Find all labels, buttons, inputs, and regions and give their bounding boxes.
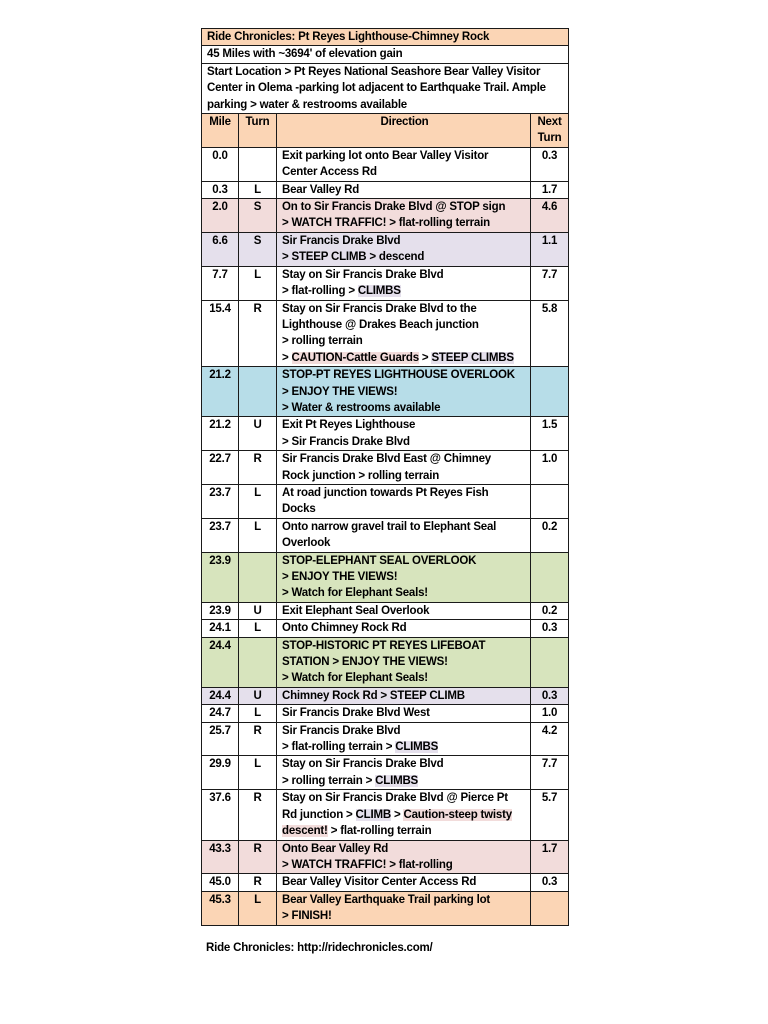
cue-direction-line <box>282 585 527 601</box>
cue-mile: 43.3 <box>202 840 239 874</box>
direction-text: > <box>390 808 404 821</box>
cue-direction-line <box>282 199 527 215</box>
direction-text: > flat-rolling > <box>282 285 358 298</box>
cue-turn: L <box>239 181 277 198</box>
cue-direction-line <box>282 723 527 739</box>
cue-direction <box>277 756 531 790</box>
cue-next-turn <box>531 484 569 518</box>
direction-text: > WATCH TRAFFIC! > flat-rolling <box>282 858 453 871</box>
cue-direction-line <box>282 553 527 569</box>
cue-mile: 45.0 <box>202 874 239 891</box>
cue-row <box>202 484 569 518</box>
cue-next-turn: 1.0 <box>531 705 569 722</box>
cue-mile: 23.9 <box>202 552 239 602</box>
cue-direction-line <box>282 705 527 721</box>
column-header-next-turn-line: Turn <box>537 132 562 145</box>
footer-credit: Ride Chronicles: http://ridechronicles.com/ <box>206 942 433 954</box>
direction-text: Stay on Sir Francis Drake Blvd <box>282 268 444 281</box>
cue-direction-line <box>282 790 527 806</box>
cue-direction <box>277 367 531 417</box>
direction-text: STOP-ELEPHANT SEAL OVERLOOK <box>282 554 477 567</box>
direction-text: > FINISH! <box>282 910 332 923</box>
cue-row <box>202 552 569 602</box>
cue-direction-line <box>282 333 527 349</box>
cue-next-turn <box>531 367 569 417</box>
direction-text: Sir Francis Drake Blvd West <box>282 707 430 720</box>
direction-text: Exit Elephant Seal Overlook <box>282 604 430 617</box>
cue-direction-line <box>282 233 527 249</box>
cue-row <box>202 722 569 756</box>
cue-mile: 37.6 <box>202 790 239 840</box>
cue-next-turn: 1.7 <box>531 840 569 874</box>
cue-direction <box>277 417 531 451</box>
highlighted-text: CLIMBS <box>395 741 439 754</box>
cue-next-turn: 1.7 <box>531 181 569 198</box>
cue-direction-line <box>282 367 527 383</box>
cue-next-turn: 0.3 <box>531 874 569 891</box>
cue-direction-line <box>282 400 527 416</box>
column-header-mile: Mile <box>202 114 239 148</box>
cue-mile: 21.2 <box>202 367 239 417</box>
column-header-row <box>202 114 569 148</box>
cue-direction-line <box>282 434 527 450</box>
highlighted-text: CAUTION-Cattle Guards <box>291 351 419 364</box>
cue-row <box>202 300 569 367</box>
start-location-row <box>202 63 569 113</box>
cue-turn: R <box>239 722 277 756</box>
cue-next-turn: 5.7 <box>531 790 569 840</box>
cue-mile: 6.6 <box>202 232 239 266</box>
cue-direction-line <box>282 807 527 823</box>
cue-direction-line <box>282 384 527 400</box>
cue-mile: 21.2 <box>202 417 239 451</box>
cue-direction-line <box>282 654 527 670</box>
cue-direction <box>277 518 531 552</box>
cue-mile: 29.9 <box>202 756 239 790</box>
direction-text: STATION > ENJOY THE VIEWS! <box>282 656 448 669</box>
direction-text: Bear Valley Visitor Center Access Rd <box>282 876 477 889</box>
direction-text: > ENJOY THE VIEWS! <box>282 385 398 398</box>
cue-direction-line <box>282 350 527 366</box>
cue-turn: L <box>239 266 277 300</box>
highlighted-text: CLIMBS <box>357 285 401 298</box>
direction-text: Sir Francis Drake Blvd East @ Chimney <box>282 453 491 466</box>
cue-next-turn: 0.3 <box>531 687 569 704</box>
cue-direction-line <box>282 908 527 924</box>
cue-mile: 24.4 <box>202 637 239 687</box>
cue-turn: R <box>239 300 277 367</box>
column-header-next-turn-line: Next <box>537 116 562 129</box>
highlighted-text: CLIMBS <box>375 774 419 787</box>
direction-text: STOP-HISTORIC PT REYES LIFEBOAT <box>282 639 486 652</box>
cue-mile: 23.7 <box>202 484 239 518</box>
cue-direction-line <box>282 638 527 654</box>
cue-turn: U <box>239 687 277 704</box>
cue-next-turn: 4.6 <box>531 199 569 233</box>
direction-text: Center Access Rd <box>282 166 377 179</box>
cue-sheet <box>201 28 568 926</box>
direction-text: > ENJOY THE VIEWS! <box>282 571 398 583</box>
direction-text: Sir Francis Drake Blvd <box>282 724 401 737</box>
direction-text: Bear Valley Earthquake Trail parking lot <box>282 893 491 906</box>
direction-text: > rolling terrain > <box>282 774 376 787</box>
cue-direction <box>277 790 531 840</box>
summary-row <box>202 46 569 63</box>
cue-direction <box>277 602 531 619</box>
cue-next-turn: 0.3 <box>531 147 569 181</box>
cue-mile: 24.4 <box>202 687 239 704</box>
direction-text: Stay on Sir Francis Drake Blvd @ Pierce Pt <box>282 792 508 805</box>
cue-direction-line <box>282 857 527 873</box>
cue-next-turn: 1.5 <box>531 417 569 451</box>
cue-turn: L <box>239 705 277 722</box>
cue-table <box>201 28 569 926</box>
cue-direction-line <box>282 688 527 704</box>
cue-next-turn: 7.7 <box>531 756 569 790</box>
cue-next-turn <box>531 891 569 925</box>
direction-text: Bear Valley Rd <box>282 183 360 196</box>
start-location-line: Start Location > Pt Reyes National Seashore Bear Valley Visitor <box>207 65 541 78</box>
cue-turn: L <box>239 518 277 552</box>
cue-direction-line <box>282 823 527 839</box>
direction-text: > STEEP CLIMB > descend <box>282 251 425 264</box>
direction-text: > WATCH TRAFFIC! > flat-rolling terrain <box>282 217 490 230</box>
cue-direction <box>277 451 531 485</box>
cue-row <box>202 705 569 722</box>
cue-direction <box>277 199 531 233</box>
cue-direction-line <box>282 485 527 501</box>
cue-turn: R <box>239 451 277 485</box>
cue-direction <box>277 484 531 518</box>
cue-direction-line <box>282 874 527 890</box>
cue-direction-line <box>282 417 527 433</box>
cue-direction <box>277 722 531 756</box>
cue-turn: R <box>239 840 277 874</box>
cue-row <box>202 518 569 552</box>
cue-row <box>202 181 569 198</box>
cue-row <box>202 790 569 840</box>
cue-row <box>202 891 569 925</box>
cue-row <box>202 756 569 790</box>
cue-direction-line <box>282 215 527 231</box>
cue-turn: R <box>239 790 277 840</box>
cue-direction-line <box>282 670 527 686</box>
direction-text: Stay on Sir Francis Drake Blvd <box>282 758 444 771</box>
direction-text: Onto narrow gravel trail to Elephant Seal <box>282 520 497 533</box>
direction-text: > Watch for Elephant Seals! <box>282 587 428 600</box>
cue-row <box>202 367 569 417</box>
cue-turn: L <box>239 891 277 925</box>
cue-direction-line <box>282 535 527 551</box>
cue-next-turn <box>531 637 569 687</box>
cue-mile: 2.0 <box>202 199 239 233</box>
direction-text: Rock junction > rolling terrain <box>282 469 440 482</box>
cue-direction-line <box>282 773 527 789</box>
cue-turn: L <box>239 620 277 637</box>
cue-direction-line <box>282 148 527 164</box>
direction-text: > Watch for Elephant Seals! <box>282 672 428 685</box>
cue-mile: 23.9 <box>202 602 239 619</box>
cue-direction <box>277 232 531 266</box>
cue-direction-line <box>282 756 527 772</box>
cue-turn <box>239 552 277 602</box>
cue-mile: 23.7 <box>202 518 239 552</box>
cue-turn: L <box>239 756 277 790</box>
cue-turn: U <box>239 417 277 451</box>
cue-direction-line <box>282 451 527 467</box>
cue-row <box>202 874 569 891</box>
direction-text: > <box>418 351 432 364</box>
cue-direction-line <box>282 841 527 857</box>
cue-turn <box>239 367 277 417</box>
direction-text: > flat-rolling terrain > <box>282 741 396 754</box>
cue-row <box>202 266 569 300</box>
cue-direction <box>277 620 531 637</box>
ride-summary: 45 Miles with ~3694' of elevation gain <box>202 46 569 63</box>
title-row <box>202 29 569 46</box>
start-location-line: parking > water & restrooms available <box>207 98 408 111</box>
cue-mile: 45.3 <box>202 891 239 925</box>
cue-next-turn: 4.2 <box>531 722 569 756</box>
cue-row <box>202 687 569 704</box>
direction-text: Exit Pt Reyes Lighthouse <box>282 419 416 432</box>
cue-turn: R <box>239 874 277 891</box>
cue-direction-line <box>282 603 527 619</box>
cue-next-turn: 0.2 <box>531 602 569 619</box>
cue-next-turn <box>531 552 569 602</box>
cue-turn: L <box>239 484 277 518</box>
direction-text: > flat-rolling terrain <box>327 825 432 838</box>
cue-row <box>202 147 569 181</box>
highlighted-text: Caution-steep twisty <box>403 808 512 821</box>
cue-direction-line <box>282 301 527 317</box>
direction-text: Onto Chimney Rock Rd <box>282 622 407 635</box>
column-header-direction: Direction <box>277 114 531 148</box>
cue-turn <box>239 147 277 181</box>
cue-direction <box>277 147 531 181</box>
cue-direction-line <box>282 468 527 484</box>
cue-next-turn: 5.8 <box>531 300 569 367</box>
cue-direction-line <box>282 283 527 299</box>
cue-direction-line <box>282 892 527 908</box>
direction-text: > rolling terrain <box>282 335 363 348</box>
column-header-next-turn <box>531 114 569 148</box>
direction-text: > <box>282 351 292 364</box>
direction-text: Rd junction > <box>282 808 356 821</box>
direction-text: Chimney Rock Rd > STEEP CLIMB <box>282 689 465 702</box>
column-header-turn: Turn <box>239 114 277 148</box>
cue-row <box>202 199 569 233</box>
cue-turn: S <box>239 199 277 233</box>
cue-mile: 0.0 <box>202 147 239 181</box>
cue-mile: 24.1 <box>202 620 239 637</box>
direction-text: Stay on Sir Francis Drake Blvd to the <box>282 302 477 315</box>
direction-text: Overlook <box>282 537 331 550</box>
cue-row <box>202 417 569 451</box>
direction-text: Onto Bear Valley Rd <box>282 842 389 855</box>
cue-mile: 22.7 <box>202 451 239 485</box>
direction-text: > Water & restrooms available <box>282 401 441 414</box>
direction-text: Docks <box>282 503 316 516</box>
highlighted-text: STEEP CLIMBS <box>431 351 514 364</box>
cue-mile: 7.7 <box>202 266 239 300</box>
cue-row <box>202 620 569 637</box>
direction-text: At road junction towards Pt Reyes Fish <box>282 486 489 499</box>
cue-direction <box>277 637 531 687</box>
highlighted-text: CLIMB <box>355 808 391 821</box>
cue-direction-line <box>282 501 527 517</box>
cue-direction <box>277 687 531 704</box>
direction-text: > Sir Francis Drake Blvd <box>282 435 410 448</box>
cue-row <box>202 637 569 687</box>
cue-next-turn: 0.3 <box>531 620 569 637</box>
cue-next-turn: 1.0 <box>531 451 569 485</box>
cue-mile: 15.4 <box>202 300 239 367</box>
cue-turn <box>239 637 277 687</box>
cue-direction <box>277 181 531 198</box>
cue-direction <box>277 266 531 300</box>
cue-direction <box>277 552 531 602</box>
cue-mile: 24.7 <box>202 705 239 722</box>
cue-direction-line <box>282 569 527 585</box>
start-location <box>202 63 569 113</box>
cue-direction <box>277 705 531 722</box>
cue-row <box>202 840 569 874</box>
direction-text: On to Sir Francis Drake Blvd @ STOP sign <box>282 201 506 214</box>
cue-direction <box>277 840 531 874</box>
cue-direction-line <box>282 182 527 198</box>
cue-next-turn: 1.1 <box>531 232 569 266</box>
cue-direction-line <box>282 620 527 636</box>
cue-mile: 25.7 <box>202 722 239 756</box>
cue-direction-line <box>282 164 527 180</box>
cue-direction-line <box>282 519 527 535</box>
direction-text: Exit parking lot onto Bear Valley Visitor <box>282 149 489 162</box>
cue-next-turn: 7.7 <box>531 266 569 300</box>
cue-direction-line <box>282 267 527 283</box>
cue-mile: 0.3 <box>202 181 239 198</box>
cue-row <box>202 602 569 619</box>
cue-direction-line <box>282 317 527 333</box>
cue-direction-line <box>282 739 527 755</box>
cue-direction <box>277 300 531 367</box>
start-location-line: Center in Olema -parking lot adjacent to Earthquake Trail. Ample <box>207 82 546 95</box>
cue-turn: S <box>239 232 277 266</box>
direction-text: Lighthouse @ Drakes Beach junction <box>282 318 479 331</box>
cue-direction <box>277 891 531 925</box>
cue-turn: U <box>239 602 277 619</box>
cue-direction <box>277 874 531 891</box>
direction-text: STOP-PT REYES LIGHTHOUSE OVERLOOK <box>282 369 515 382</box>
cue-row <box>202 232 569 266</box>
cue-next-turn: 0.2 <box>531 518 569 552</box>
cue-direction-line <box>282 249 527 265</box>
direction-text: Sir Francis Drake Blvd <box>282 234 401 247</box>
highlighted-text: descent! <box>282 825 328 838</box>
sheet-title: Ride Chronicles: Pt Reyes Lighthouse-Chimney Rock <box>202 29 569 46</box>
cue-row <box>202 451 569 485</box>
